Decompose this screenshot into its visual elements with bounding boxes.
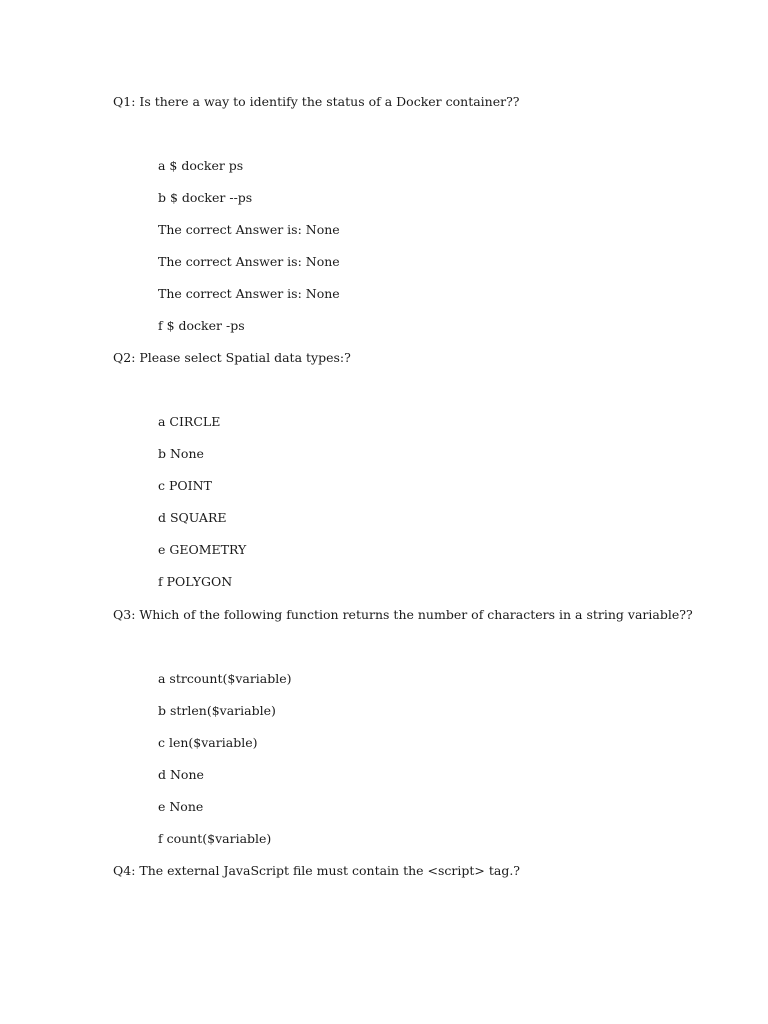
question-2-option-6: f POLYGON [158, 574, 233, 589]
question-4-text: Q4: The external JavaScript file must contain the <script> tag.? [113, 863, 521, 878]
question-1-option-1: a $ docker ps [158, 158, 244, 173]
question-1-option-5: The correct Answer is: None [158, 286, 340, 301]
question-3-text: Q3: Which of the following function returns the number of characters in a string variable?? [113, 607, 693, 622]
question-1-option-2: b $ docker --ps [158, 190, 253, 205]
question-2-text: Q2: Please select Spatial data types:? [113, 350, 351, 365]
question-2-option-5: e GEOMETRY [158, 542, 247, 557]
question-2-option-4: d SQUARE [158, 510, 227, 525]
question-3-option-2: b strlen($variable) [158, 703, 276, 718]
question-2-option-1: a CIRCLE [158, 414, 221, 429]
question-2-option-3: c POINT [158, 478, 212, 493]
question-3-option-6: f count($variable) [158, 831, 272, 846]
question-1-text: Q1: Is there a way to identify the status of a Docker container?? [113, 94, 520, 109]
question-3-option-3: c len($variable) [158, 735, 258, 750]
question-1-option-3: The correct Answer is: None [158, 222, 340, 237]
question-1-option-6: f $ docker -ps [158, 318, 245, 333]
question-3-option-5: e None [158, 799, 204, 814]
question-3-option-1: a strcount($variable) [158, 671, 292, 686]
question-1-option-4: The correct Answer is: None [158, 254, 340, 269]
question-2-option-2: b None [158, 446, 204, 461]
question-3-option-4: d None [158, 767, 204, 782]
